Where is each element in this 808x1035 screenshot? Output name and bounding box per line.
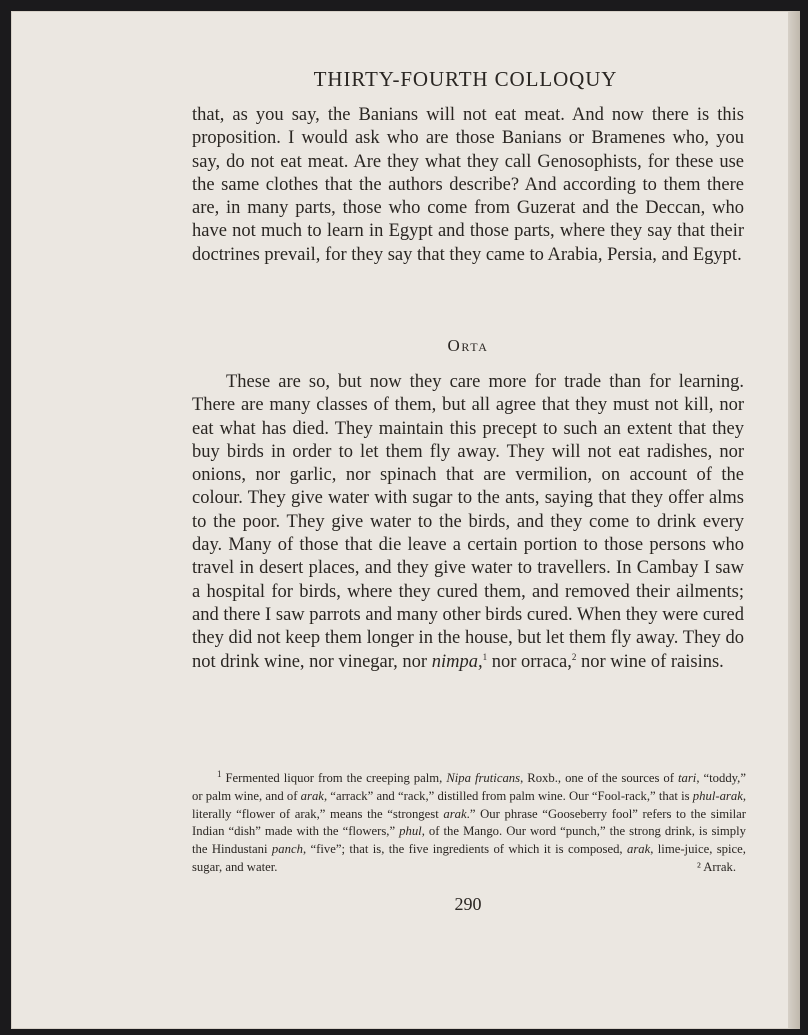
paragraph-orta [192,371,744,674]
book-page [11,11,800,1029]
paragraph-text-a: These are so, but now they care more for trade than for learning. There are many classes of them, but all agree that they must not kill, nor eat what has died. They maintain this precept to such an extent that they buy birds in order to let them fly away. They will not eat radishes, nor onions, nor garlic, nor spinach that are vermilion, on account of the colour. They give water with sugar to the ants, saying that they offer alms to the poor. They give water to the birds, and they come to drink every day. Many of those that die leave a certain portion to those persons who travel in desert places, and they give water to travellers. In Cambay I saw a hospital for birds, where they cured them, and removed their ailments; and there I saw parrots and many other birds cured. When they were cured they did not keep them longer in the house, but let them fly away. They do not drink wine, nor vinegar, nor [192,372,744,672]
paragraph-text-b: nor orraca, [487,651,572,672]
body-text-top [192,104,744,267]
footnote-1: $^1$ Fermented liquor from the creeping palm, Nipa fruticans, Roxb., one of the sources of tari, “toddy,” or palm wine, and of arak, “arrack” and “rack,” distilled from palm wine. Our “Fool-rack,” that is phul-arak, literally “flower of arak,” means the “strongest arak.” Our phrase “Gooseberry fool” refers to the similar Indian “dish” made with the “flowers,” phul, of the Mango. Our word “punch,” the strong drink, is simply the Hindustani panch, “five”; that is, the five ingredients of which it is composed, arak, lime-juice, spice, sugar, and water. ² Arrak. [192,770,746,877]
footnote-2: ² Arrak. [696,859,736,874]
running-head: THIRTY-FOURTH COLLOQUY [313,67,618,91]
footnote-ref-2: 2 [571,651,577,662]
nimpa-term: nimpa, [431,651,483,672]
footnote-1-marker: 1 [217,768,222,779]
body-text-bottom [192,371,744,674]
footnotes [192,770,746,877]
page-number: 290 [454,894,482,914]
paragraph-continuation: that, as you say, the Banians will not eat meat. And now there is this proposition. I would ask who are those Banians or Bramenes who, you say, do not eat meat. Are they what they call Genosophists, for these use the same clothes that the authors describe? And according to them there are, in many parts, those who come from Guzerat and the Deccan, who have not much to learn in Egypt and those parts, where they say that their doctrines prevail, for they say that they came to Arabia, Persia, and Egypt. [192,105,744,265]
page-edge-shadow [788,11,800,1029]
speaker-heading: Orta [447,336,489,355]
paragraph-text-c: nor wine of raisins. [576,651,724,672]
footnote-ref-1: 1 [482,651,488,662]
